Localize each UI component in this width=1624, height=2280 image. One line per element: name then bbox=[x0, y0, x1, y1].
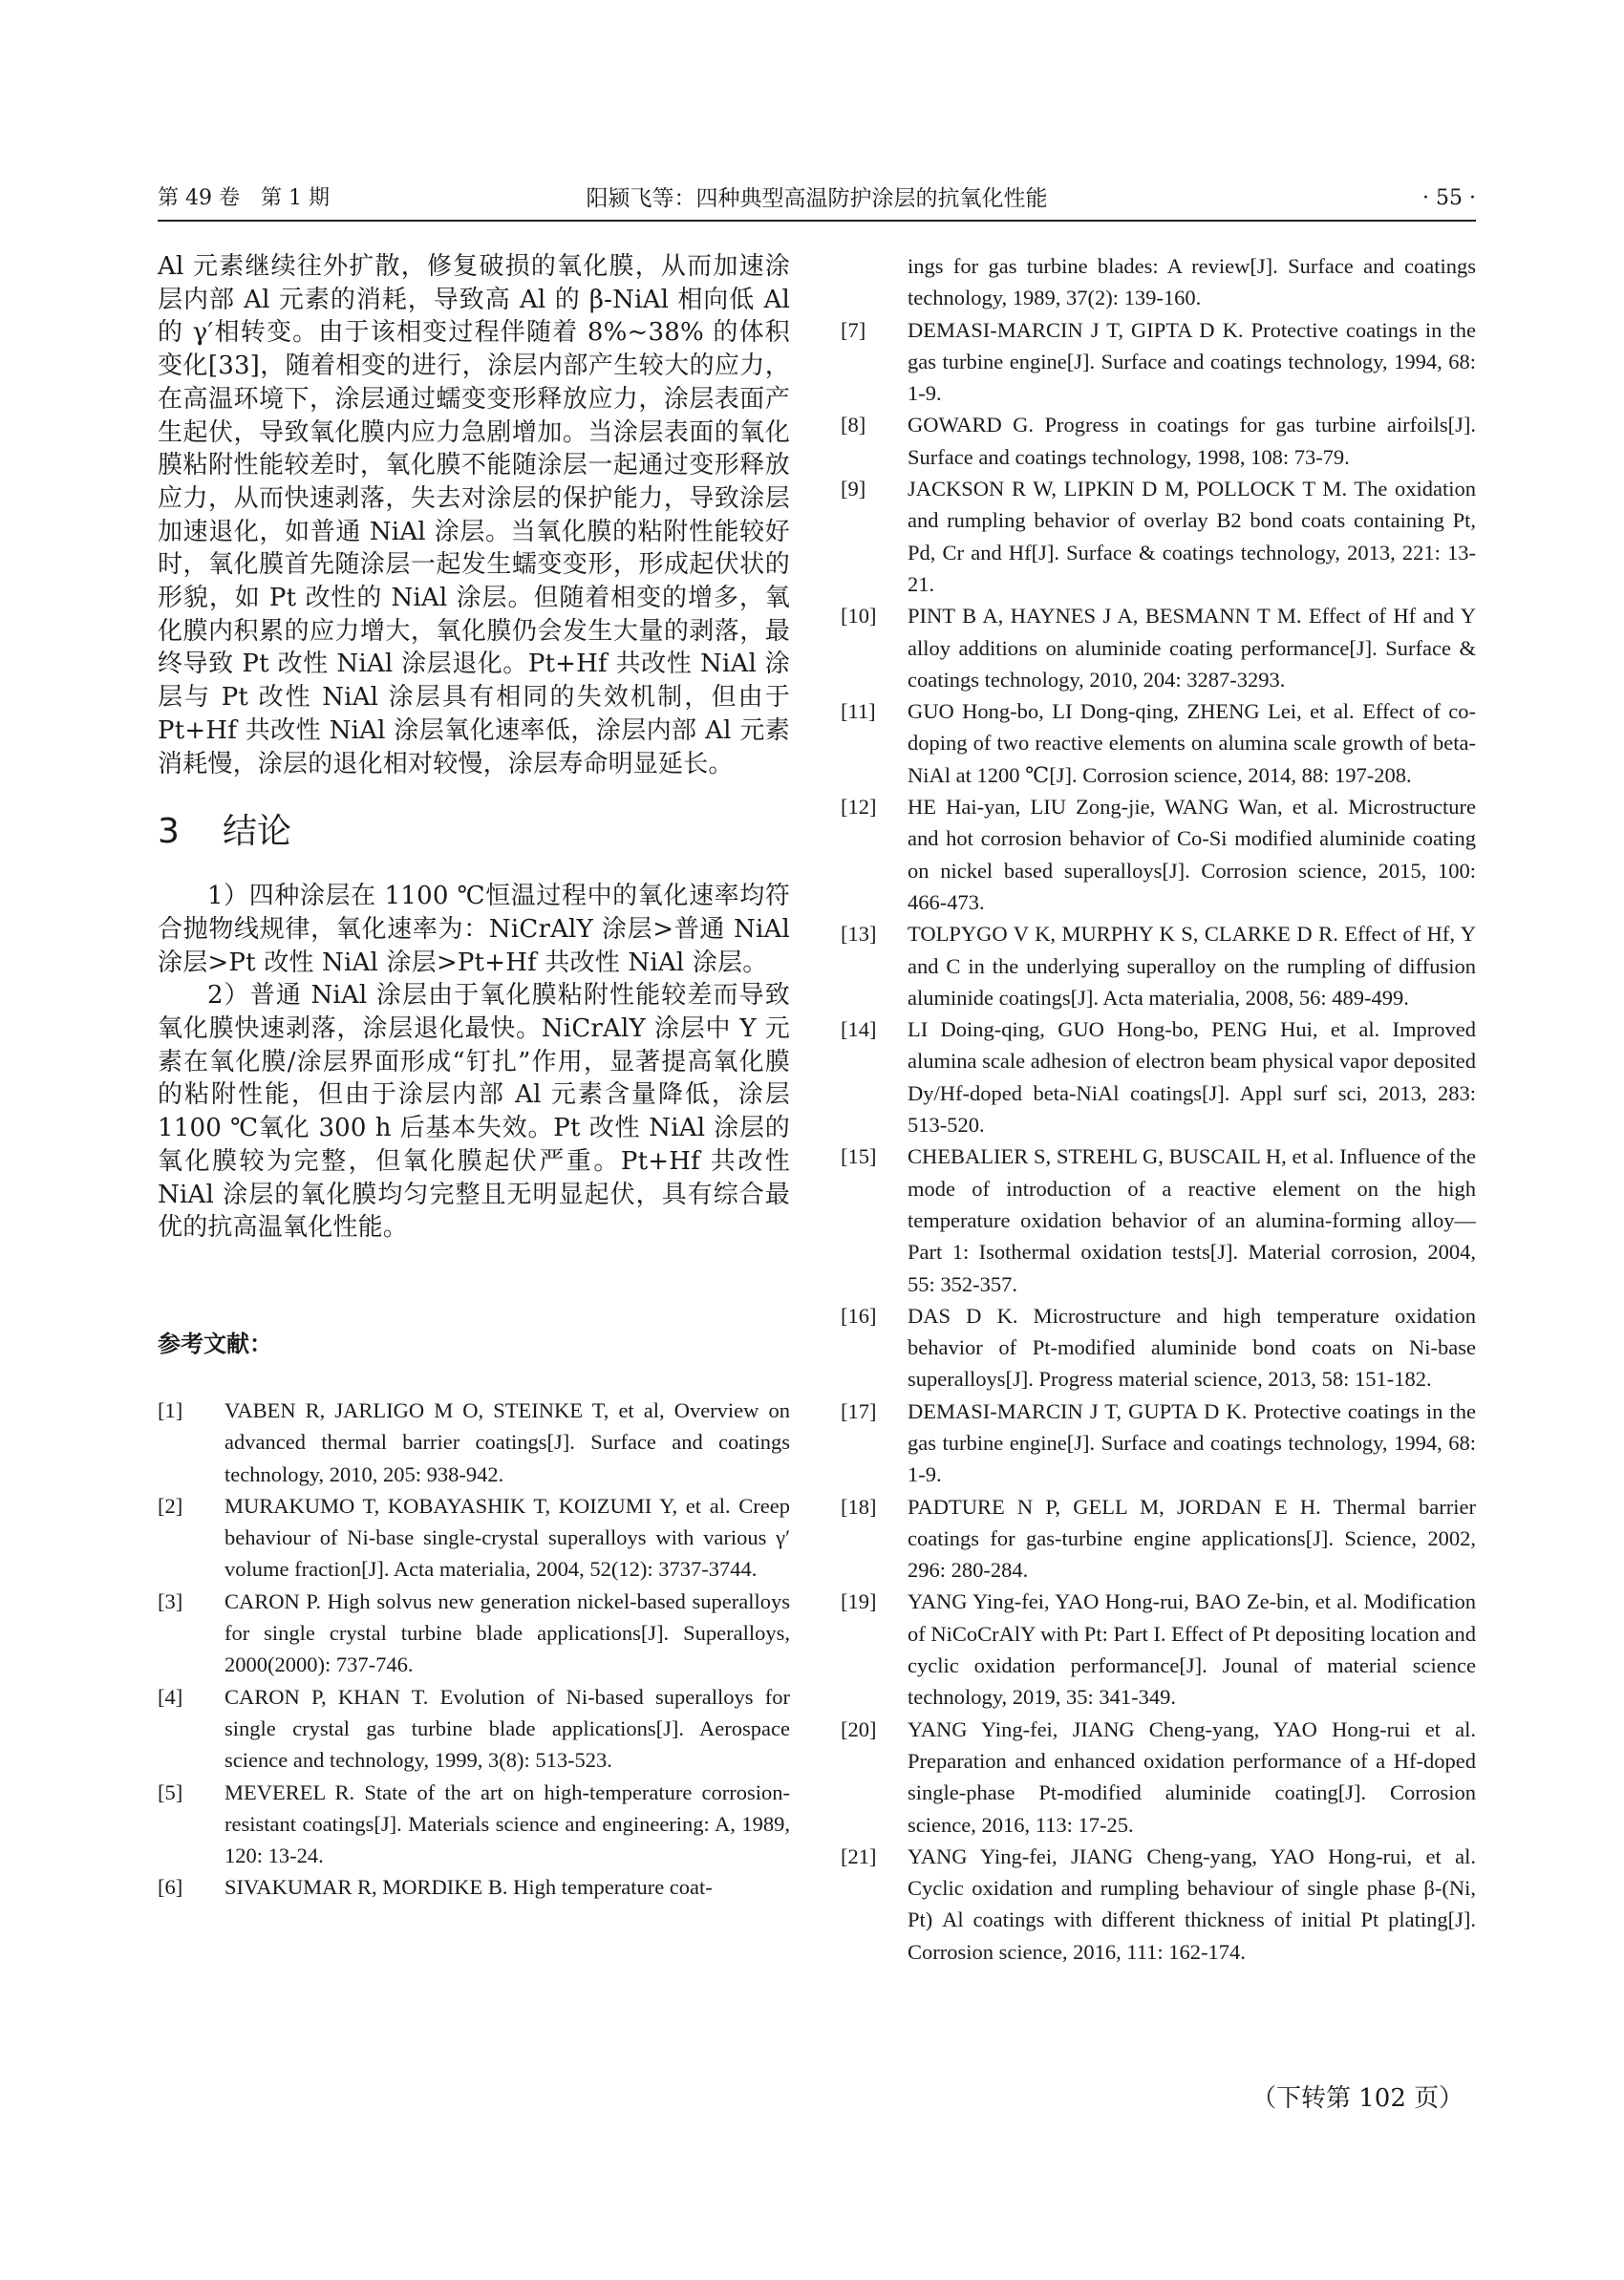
reference-number: [1] bbox=[158, 1397, 183, 1422]
reference-item bbox=[841, 409, 1476, 473]
running-header bbox=[158, 178, 1476, 222]
reference-item bbox=[158, 1490, 790, 1586]
reference-number: [18] bbox=[841, 1494, 877, 1519]
reference-text: GOWARD G. Progress in coatings for gas turbine airfoils[J]. Surface and coatings technology, 1998, 108: 73-79. bbox=[908, 413, 1476, 469]
reference-item bbox=[841, 1491, 1476, 1587]
body-paragraph: Al 元素继续往外扩散，修复破损的氧化膜，从而加速涂层内部 Al 元素的消耗，导致高 Al 的 β-NiAl 相向低 Al 的 γ′相转变。由于该相变过程伴随着 8%~38% 的体积变化[33]，随着相变的进行，涂层内部产生较大的应力，在高温环境下，涂层通过蠕变变形释放应力，涂层表面产生起伏，导致氧化膜内应力急剧增加。当涂层表面的氧化膜粘附性能较差时，氧化膜不能随涂层一起通过变形释放应力，从而快速剥落，失去对涂层的保护能力，导致涂层加速退化，如普通 NiAl 涂层。当氧化膜的粘附性能较好时，氧化膜首先随涂层一起发生蠕变变形，形成起伏状的形貌，如 Pt 改性的 NiAl 涂层。但随着相变的增多，氧化膜内积累的应力增大，氧化膜仍会发生大量的剥落，最终导致 Pt 改性 NiAl 涂层退化。Pt+Hf 共改性 NiAl 涂层与 Pt 改性 NiAl 涂层具有相同的失效机制，但由于 Pt+Hf 共改性 NiAl 涂层氧化速率低，涂层内部 Al 元素消耗慢，涂层的退化相对较慢，涂层寿命明显延长。 bbox=[158, 252, 790, 778]
reference-continuation: ings for gas turbine blades: A review[J]. Surface and coatings technology, 1989, 37(2): 139-160. bbox=[908, 254, 1476, 310]
reference-text: HE Hai-yan, LIU Zong-jie, WANG Wan, et al. Microstructure and hot corrosion behavior of Co-Si modified aluminide coating on nickel based superalloys[J]. Corrosion science, 2015, 100: 466-473. bbox=[908, 795, 1476, 914]
reference-item bbox=[841, 1300, 1476, 1396]
reference-item bbox=[158, 1586, 790, 1681]
reference-text: LI Doing-qing, GUO Hong-bo, PENG Hui, et al. Improved alumina scale adhesion of electron beam physical vapor deposited Dy/Hf-doped beta-NiAl coatings[J]. Appl surf sci, 2013, 283: 513-520. bbox=[908, 1017, 1476, 1138]
reference-text: CARON P. High solvus new generation nickel-based superalloys for single crystal turbine blade applications[J]. Superalloys, 2000(2000): 737-746. bbox=[224, 1588, 790, 1677]
reference-text: DEMASI-MARCIN J T, GUPTA D K. Protective coatings in the gas turbine engine[J]. Surface and coatings technology, 1994, 68: 1-9. bbox=[908, 1398, 1476, 1487]
reference-number: [15] bbox=[841, 1144, 877, 1169]
reference-list-left bbox=[158, 1395, 790, 1904]
right-column bbox=[841, 250, 1476, 2180]
reference-number: [14] bbox=[841, 1017, 877, 1042]
section-number: 3 bbox=[158, 812, 180, 852]
reference-item bbox=[158, 1777, 790, 1872]
reference-text: YANG Ying-fei, JIANG Cheng-yang, YAO Hong-rui, et al. Cyclic oxidation and rumpling behaviour of single phase β-(Ni, Pt) Al coatings with different thickness of initial Pt plating[J]. Corrosion science, 2016, 111: 162-174. bbox=[908, 1843, 1476, 1964]
reference-number: [2] bbox=[158, 1493, 183, 1518]
reference-text: JACKSON R W, LIPKIN D M, POLLOCK T M. The oxidation and rumpling behavior of overlay B2 bond coats containing Pt, Pd, Cr and Hf[J]. Surface & coatings technology, 2013, 221: 13-21. bbox=[908, 477, 1476, 596]
reference-text: DEMASI-MARCIN J T, GIPTA D K. Protective coatings in the gas turbine engine[J]. Surface and coatings technology, 1994, 68: 1-9. bbox=[908, 317, 1476, 406]
reference-item bbox=[841, 791, 1476, 918]
conclusion-2: 2）普通 NiAl 涂层由于氧化膜粘附性能较差而导致氧化膜快速剥落，涂层退化最快。NiCrAlY 涂层中 Y 元素在氧化膜/涂层界面形成“钉扎”作用，显著提高氧化膜的粘附性能，但由于涂层内部 Al 元素含量降低，涂层 1100 ℃氧化 300 h 后基本失效。Pt 改性 NiAl 涂层的氧化膜较为完整，但氧化膜起伏严重。Pt+Hf 共改性 NiAl 涂层的氧化膜均匀完整且无明显起伏，具有综合最优的抗高温氧化性能。 bbox=[158, 981, 790, 1243]
reference-number: [8] bbox=[841, 413, 866, 437]
reference-text: DAS D K. Microstructure and high temperature oxidation behavior of Pt-modified aluminide bond coats on Ni-base superalloys[J]. Progress material science, 2013, 58: 151-182. bbox=[908, 1303, 1476, 1392]
reference-item bbox=[158, 1395, 790, 1490]
reference-number: [6] bbox=[158, 1875, 183, 1900]
running-title: 阳颍飞等：四种典型高温防护涂层的抗氧化性能 bbox=[586, 186, 1048, 211]
reference-number: [7] bbox=[841, 317, 866, 342]
reference-text: PINT B A, HAYNES J A, BESMANN T M. Effect of Hf and Y alloy additions on aluminide coating performance[J]. Surface & coatings technology, 2010, 204: 3287-3293. bbox=[908, 604, 1476, 692]
reference-number: [17] bbox=[841, 1398, 877, 1423]
reference-text: YANG Ying-fei, YAO Hong-rui, BAO Ze-bin, et al. Modification of NiCoCrAlY with Pt: Part I. Effect of Pt depositing location and cyclic oxidation performance[J]. Jounal of material science technology, 2019, 35: 341-349. bbox=[908, 1589, 1476, 1710]
conclusion-1: 1）四种涂层在 1100 ℃恒温过程中的氧化速率均符合抛物线规律，氧化速率为：NiCrAlY 涂层>普通 NiAl 涂层>Pt 改性 NiAl 涂层>Pt+Hf 共改性 NiAl 涂层。 bbox=[158, 882, 790, 977]
reference-text: MEVEREL R. State of the art on high-temperature corrosion-resistant coatings[J]. Materials science and engineering: A, 1989, 120: 13-24. bbox=[224, 1779, 790, 1868]
section-heading bbox=[158, 809, 790, 855]
reference-text: PADTURE N P, GELL M, JORDAN E H. Thermal barrier coatings for gas-turbine engine applications[J]. Science, 2002, 296: 280-284. bbox=[908, 1494, 1476, 1583]
reference-number: [4] bbox=[158, 1684, 183, 1709]
reference-item bbox=[158, 1681, 790, 1777]
left-column bbox=[158, 250, 790, 2180]
reference-item bbox=[841, 314, 1476, 410]
reference-item bbox=[841, 600, 1476, 695]
reference-text: VABEN R, JARLIGO M O, STEINKE T, et al, Overview on advanced thermal barrier coatings[J]. Surface and coatings technology, 2010, 205: 938-942. bbox=[224, 1397, 790, 1486]
reference-item bbox=[841, 1013, 1476, 1140]
references-heading: 参考文献： bbox=[158, 1330, 272, 1357]
reference-item bbox=[841, 695, 1476, 791]
reference-number: [10] bbox=[841, 604, 877, 629]
reference-number: [16] bbox=[841, 1303, 877, 1328]
reference-item bbox=[841, 1841, 1476, 1968]
reference-item bbox=[841, 1586, 1476, 1713]
reference-number: [3] bbox=[158, 1588, 183, 1613]
reference-item bbox=[841, 918, 1476, 1013]
reference-item bbox=[841, 1140, 1476, 1299]
reference-number: [9] bbox=[841, 477, 866, 501]
reference-number: [20] bbox=[841, 1716, 877, 1741]
reference-text: SIVAKUMAR R, MORDIKE B. High temperature coat- bbox=[224, 1875, 713, 1900]
journal-volume-issue: 第 49 卷 第 1 期 bbox=[158, 186, 330, 210]
continued-on-note: （下转第 102 页） bbox=[1251, 2084, 1464, 2113]
reference-number: [5] bbox=[158, 1779, 183, 1804]
page-number: · 55 · bbox=[1422, 186, 1476, 210]
reference-number: [13] bbox=[841, 922, 877, 947]
reference-number: [12] bbox=[841, 795, 877, 820]
section-title: 结论 bbox=[223, 812, 292, 852]
reference-text: CHEBALIER S, STREHL G, BUSCAIL H, et al. Influence of the mode of introduction of a reactive element on the high temperature oxidation behavior of an alumina-forming alloy—Part 1: Isothermal oxidation tests[J]. Material corrosion, 2004, 55: 352-357. bbox=[908, 1144, 1476, 1296]
reference-number: [11] bbox=[841, 699, 876, 724]
reference-item bbox=[841, 1714, 1476, 1841]
reference-text: YANG Ying-fei, JIANG Cheng-yang, YAO Hong-rui et al. Preparation and enhanced oxidation performance of a Hf-doped single-phase Pt-modified aluminide coating[J]. Corrosion science, 2016, 113: 17-25. bbox=[908, 1716, 1476, 1837]
reference-item bbox=[841, 473, 1476, 600]
reference-text: CARON P, KHAN T. Evolution of Ni-based superalloys for single crystal gas turbine blade applications[J]. Aerospace science and technology, 1999, 3(8): 513-523. bbox=[224, 1684, 790, 1773]
reference-number: [19] bbox=[841, 1589, 877, 1614]
reference-text: MURAKUMO T, KOBAYASHIK T, KOIZUMI Y, et al. Creep behaviour of Ni-base single-crystal superalloys with various γ′ volume fraction[J]. Acta materialia, 2004, 52(12): 3737-3744. bbox=[224, 1493, 790, 1582]
reference-item bbox=[158, 1871, 790, 1903]
reference-text: TOLPYGO V K, MURPHY K S, CLARKE D R. Effect of Hf, Y and C in the underlying superalloy on the rumpling of diffusion aluminide coatings[J]. Acta materialia, 2008, 56: 489-499. bbox=[908, 922, 1476, 1010]
reference-item bbox=[841, 1396, 1476, 1491]
reference-number: [21] bbox=[841, 1843, 877, 1868]
reference-text: GUO Hong-bo, LI Dong-qing, ZHENG Lei, et al. Effect of co-doping of two reactive elements on alumina scale growth of beta-NiAl at 1200 ℃[J]. Corrosion science, 2014, 88: 197-208. bbox=[908, 699, 1476, 787]
